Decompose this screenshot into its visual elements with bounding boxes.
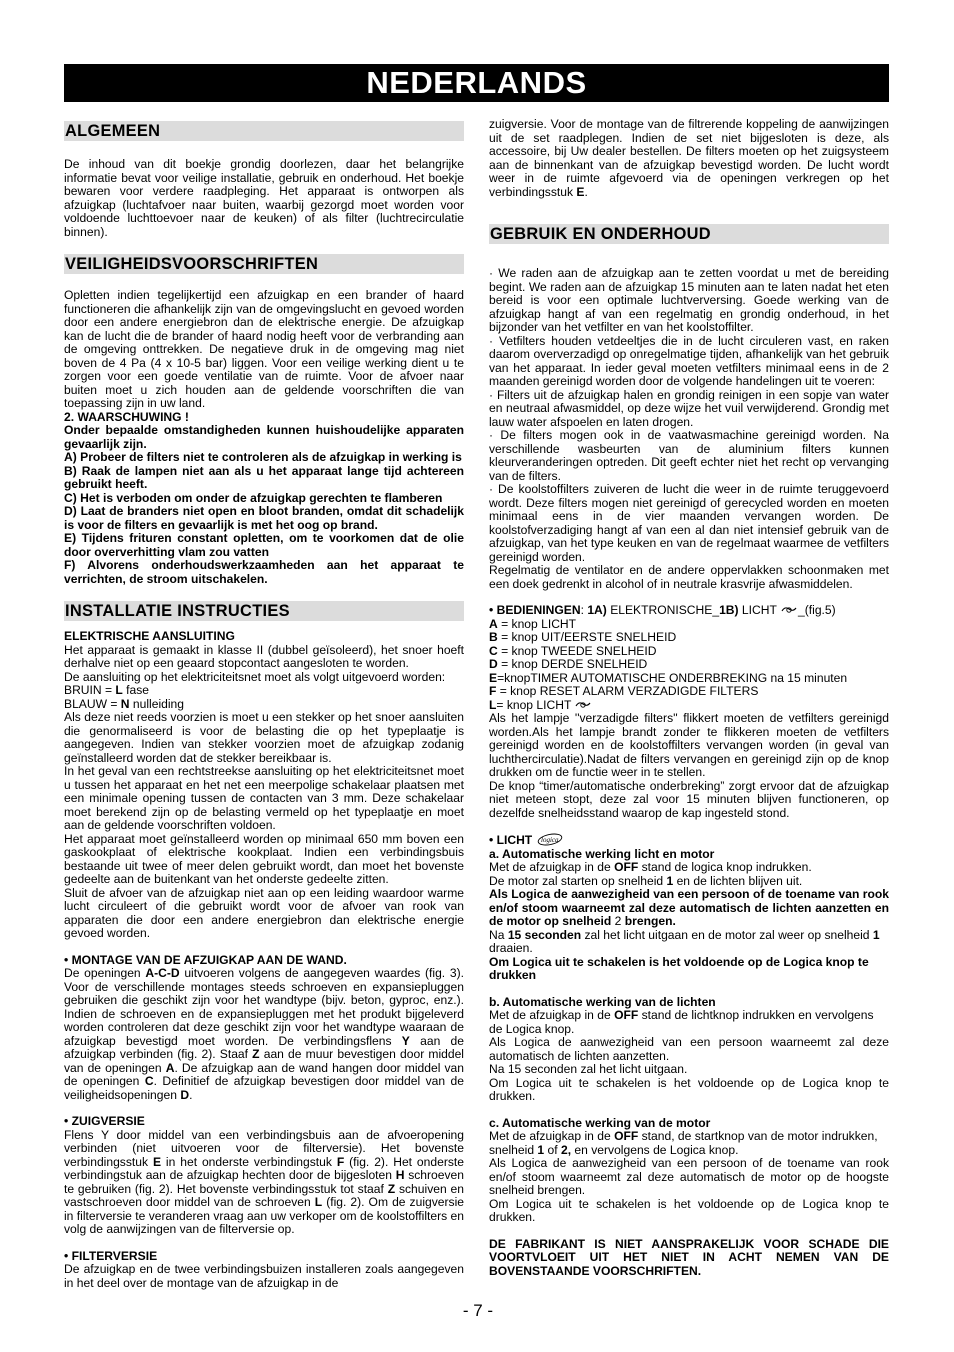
gebruik-p5: · De koolstoffilters zuiveren de lucht die weer in de ruimte teruggevoerd wordt. Deze filters mogen niet gereinigd of gerecycled worden en moeten minimaal eens in de vier maanden vervangen worden. De koolstofverzadiging hangt af van een al dan niet intensief gebruik van de afzuigkap, van het type keuken en van de regelmaat waarmee de vetfilters gereinigd worden. [489, 482, 889, 564]
licht-a-p2: De motor zal starten op snelheid 1 en de lichten blijven uit. [489, 873, 803, 888]
warning-item: C) Het is verboden om onder de afzuigkap gerechten te flamberen [64, 490, 443, 505]
elek-p6: Sluit de afvoer van de afzuigkap niet aan op een leiding waardoor warme lucht circuleert of die gebruikt wordt voor de afvoer van rook van apparaten die door een andere energiebron dan elektrische energie gevoed worden. [64, 885, 464, 940]
key-f: F = knop RESET ALARM VERZADIGDE FILTERS [489, 684, 759, 698]
warning-title: 2. WAARSCHUWING ! [64, 409, 189, 424]
licht-a-p1: Met de afzuigkap in de OFF stand de logica knop indrukken. [489, 860, 812, 874]
right-intro-text: zuigversie. Voor de montage van de filtrerende koppeling de aanwijzingen uit de set raadplegen. Indien de set niet bijgesloten is deze, als accessoire, bij Uw dealer bestellen. De filters moeten op het zuigsysteem aan de binnenkant van de afzuigkap bevestigd worden. De lucht wordt weer in de ruimte afgevoerd via de openingen verkregen op het verbindingsstuk E. [489, 117, 889, 199]
light-bulb-icon [574, 700, 592, 710]
bedieningen-line: • BEDIENINGEN: 1A) ELEKTRONISCHE_1B) LICHT _(fig.5) [489, 603, 836, 617]
page-title: NEDERLANDS [64, 64, 889, 102]
key-c: C = knop TWEEDE SNELHEID [489, 643, 657, 658]
zuig-text: Flens Y door middel van een verbindingsbuis aan de afvoeropening verbinden (niet uitvoeren voor de filterversie). Het bovenste verbindingsstuk E in het onderste verbindingstuk F (fig. 2). Het onderste verbindingstuk aan de afzuigkap hechten door de bijgesloten H schroeven te gebruiken (fig. 2). Het bovenste verbindingsstuk tot staaf Z schuiven en vastschroeven door middel van de schroeven L (fig. 2). Om de zuigversie in filterversie te veranderen vraag aan uw verkoper om de koolstoffilters en volg de aanwijzingen van de filterversie op. [64, 1127, 465, 1236]
disclaimer: DE FABRIKANT IS NIET AANSPRAKELIJK VOOR SCHADE DIE VOORTVLOEIT UIT HET NIET IN ACHT NEMEN VAN DE BOVENSTAANDE VOORSCHRIFTEN. [489, 1236, 889, 1278]
warning-item: F) Alvorens onderhoudswerkzaamheden aan het apparaat te verrichten, de stroom uitschakelen. [64, 558, 464, 586]
warning-item: E) Tijdens frituren constant opletten, om te voorkomen dat de olie door oververhitting vlam zou vatten [64, 531, 464, 559]
veiligheid-text: Opletten indien tegelijkertijd een afzuigkap en een brander of haard functioneren die afhankelijk zijn van de omgevingslucht en gevoed worden door een andere energiebron dan de elektrische energie. De afzuigkap kan de lucht die de brander of haard nodig heeft voor de verbranding aan de omgeving onttrekken. De negatieve druk in de omgeving mag niet boven de 4 Pa (4 x 10-5 bar) liggen. Voor een veilige werking dient u te zorgen voor een goede ventilatie van de ruimte. Voor de afvoer naar buiten moet u zich houden aan de geldende voorschriften die van toepassing zijn in uw land. [64, 288, 464, 410]
licht-b-title: b. Automatische werking van de lichten [489, 994, 716, 1009]
montage-title: • MONTAGE VAN DE AFZUIGKAP AAN DE WAND. [64, 952, 347, 967]
wire-blue: BLAUW = N nulleiding [64, 696, 184, 711]
section-heading-gebruik: GEBRUIK EN ONDERHOUD [489, 224, 889, 244]
algemeen-text: De inhoud van dit boekje grondig doorlezen, daar het belangrijke informatie bevat voor veilige installatie, gebruik en onderhoud. Het boekje bewaren voor verdere raadpleging. Het apparaat is ontworpen als afzuigkap (luchtafvoer naar buiten, waarbij gezorgd moet worden voor voldoende luchttoevoer naar de keuken) of als filter (luchtrecirculatie binnen). [64, 157, 464, 239]
light-bulb-icon [780, 605, 798, 615]
key-a: A = knop LICHT [489, 616, 577, 631]
svg-text:logica: logica [540, 836, 559, 844]
warning-item: D) Laat de branders niet open en bloot branden, omdat dit schadelijk is voor de filters en gevaarlijk is met het oog op brand. [64, 504, 464, 532]
licht-c-p2: Als Logica de aanwezigheid van een persoon of de toename van rook en/of stoom waarneemt zal deze automatisch de motor op de hoogste snelheid brengen. [489, 1156, 889, 1197]
zuig-title: • ZUIGVERSIE [64, 1114, 145, 1128]
warning-intro: Onder bepaalde omstandigheden kunnen huishoudelijke apparaten gevaarlijk zijn. [64, 423, 464, 451]
wire-brown: BRUIN = L fase [64, 683, 150, 697]
elek-p3: Als deze niet reeds voorzien is moet u een stekker op het snoer aansluiten die genormaliseerd is voor de belasting die op het typeplaatje is aangegeven. Indien van stekker voorzien moet de afzuigkap zodanig geïnstalleerd worden dat de stekker bereikbaar is. [64, 710, 464, 765]
elek-p5: Het apparaat moet geïnstalleerd worden op minimaal 650 mm boven een gaskookplaat of elektrische kookplaat. Indien een verbindingsbuis bestaande uit twee of meer delen gebruikt wordt, dan moet het bovenste gedeelte aan de buitenkant van het onderste gedeelte zitten. [64, 831, 464, 886]
licht-b-p2: Als Logica de aanwezigheid van een persoon waarneemt zal deze automatisch de lichten aanzetten. [489, 1035, 889, 1063]
warning-item: A) Probeer de filters niet te controleren als de afzuigkap in werking is [64, 450, 462, 464]
left-column [64, 118, 464, 1290]
licht-a-p5: Om Logica uit te schakelen is het voldoende op de Logica knop te drukken [489, 954, 869, 982]
licht-a-title: a. Automatische werking licht en motor [489, 846, 715, 861]
section-heading-veiligheid: VEILIGHEIDSVOORSCHRIFTEN [64, 254, 464, 274]
filter-title: • FILTERVERSIE [64, 1248, 158, 1263]
gebruik-p4: · De filters mogen ook in de vaatwasmachine gereinigd worden. Na verschillende wasbeurten van de aluminium filters kunnen kleurveranderingen optreden. Dit geeft echter niet het recht op vervanging van de filters. [489, 428, 889, 483]
licht-a-p4: Na 15 seconden zal het licht uitgaan en de motor zal weer op snelheid 1 draaien. [489, 927, 880, 955]
key-e: E=knopTIMER AUTOMATISCHE ONDERBREKING na 15 minuten [489, 670, 848, 685]
gebruik-p1: · We raden aan de afzuigkap aan te zetten voordat u met de bereiding begint. We raden aan de afzuigkap 15 minuten aan te laten nadat het eten bereid is voor een optimale luchtverversing. Goede werking van de afzuigkap hangt af van een regelmatig en grondig onderhoud, in het bijzonder van het vetfilter en van het koolstoffilter. [489, 266, 889, 334]
section-heading-installatie: INSTALLATIE INSTRUCTIES [64, 601, 464, 621]
timer-text: De knop “timer/automatische onderbreking” zorgt ervoor dat de afzuigkap niet meteen stopt, deze zal voor 15 minuten blijven functioneren, op dezelfde snelheidsstand waarop de kap ingesteld stond. [489, 778, 889, 820]
gebruik-p3: · Filters uit de afzuigkap halen en grondig reinigen in een sopje van water en neutraal afwasmiddel, op deze wijze het vuil verwijderend. Grondig met lauw water afspoelen en laten drogen. [489, 387, 889, 429]
filter-text: De afzuigkap en de twee verbindingsbuizen installeren zoals aangegeven in het deel over de montage van de afzuigkap in de [64, 1262, 464, 1290]
logica-logo-icon [536, 833, 564, 846]
montage-text: De openingen A-C-D uitvoeren volgens de aangegeven waardes (fig. 3). Voor de verschillende montages steeds schroeven en expansiepluggen gebruiken die geschikt zijn voor het wandtype (bijv. beton, gyproc, enz.). Indien de schroeven en de expansiepluggen met het produkt bijgeleverd worden controleren dat deze geschikt zijn voor het wandtype waaraan de afzuigkap bevestigd moet worden. De verbindingsflens Y aan de afzuigkap verbinden (fig. 2). Staaf Z aan de muur bevestigen door middel van de openingen A. De afzuigkap aan de wand hangen door middel van de openingen C. Definitief de afzuigkap bevestigen door middel van de veiligheidsopeningen D. [64, 966, 464, 1102]
licht-b-p4: Om Logica uit te schakelen is het voldoende op de Logica knop te drukken. [489, 1075, 889, 1103]
elek-p4: In het geval van een rechtstreekse aansluiting op het elektriciteitsnet moet u tussen het apparaat en het net een meerpolige schakelaar plaatsen met een minimale opening tussen de contacten van 3 mm. Deze schakelaar moet berekend zijn op de belasting vermeld op het typeplaatje en moet aan de geldende voorschriften voldoen. [64, 764, 464, 832]
key-d: D = knop DERDE SNELHEID [489, 657, 648, 671]
gebruik-p6: Regelmatig de ventilator en de andere oppervlakken schoonmaken met een doek gedrenkt in alcohol of in neutrale krasvrije afwasmiddelen. [489, 563, 889, 591]
elek-p2: De aansluiting op het elektriciteitsnet moet als volgt uitgevoerd worden: [64, 669, 446, 684]
licht-c-p3: Om Logica uit te schakelen is het voldoende op de Logica knop te drukken. [489, 1196, 889, 1224]
section-heading-algemeen: ALGEMEEN [64, 121, 464, 141]
key-b: B = knop UIT/EERSTE SNELHEID [489, 630, 677, 644]
gebruik-p2: · Vetfilters houden vetdeeltjes die in de lucht circuleren vast, en raken daarom oververzadigd op onregelmatige tijden, afhankelijk van het gebruik van het apparaat. In ieder geval moeten vetfilters minimaal eens in de 2 maanden gereinigd worden door de volgende handelingen uit te voeren: [489, 333, 889, 388]
page-number: - 7 - [462, 1301, 494, 1320]
licht-line: • LICHT logica [489, 833, 889, 848]
licht-c-p1: Met de afzuigkap in de OFF stand, de startknop van de motor indrukken, snelheid 1 of 2, en vervolgens de Logica knop. [489, 1129, 878, 1157]
elek-p1: Het apparaat is gemaakt in klasse II (dubbel geïsoleerd), het snoer hoeft derhalve niet op een geaard stopcontact aangesloten te worden. [64, 642, 464, 670]
licht-c-title: c. Automatische werking van de motor [489, 1115, 711, 1130]
licht-a-p3: Als Logica de aanwezigheid van een persoon of de toename van rook en/of stoom waarneemt zal deze automatisch de lichten aanzetten en de motor op snelheid 2 brengen. [489, 887, 889, 928]
elek-title: ELEKTRISCHE AANSLUITING [64, 629, 235, 643]
licht-b-p1: Met de afzuigkap in de OFF stand de lichtknop indrukken en vervolgens de Logica knop. [489, 1008, 874, 1036]
lamp-text: Als het lampje ''verzadigde filters'' flikkert moeten de vetfilters gereinigd worden.Als het lampje brandt zonder te flikkeren moeten de vetfilters gereinigd worden en de koolstoffilters vervangen worden (in geval van luchthercirculatie).Nadat de filters vervangen en gereinigd zijn op de knop drukken om de functie weer in te stellen. [489, 711, 889, 779]
warning-item: B) Raak de lampen niet aan als u het apparaat lange tijd achtereen gebruikt heeft. [64, 463, 464, 491]
key-l: L= knop LICHT [489, 699, 889, 713]
licht-b-p3: Na 15 seconden zal het licht uitgaan. [489, 1062, 688, 1076]
right-column [489, 118, 889, 1278]
